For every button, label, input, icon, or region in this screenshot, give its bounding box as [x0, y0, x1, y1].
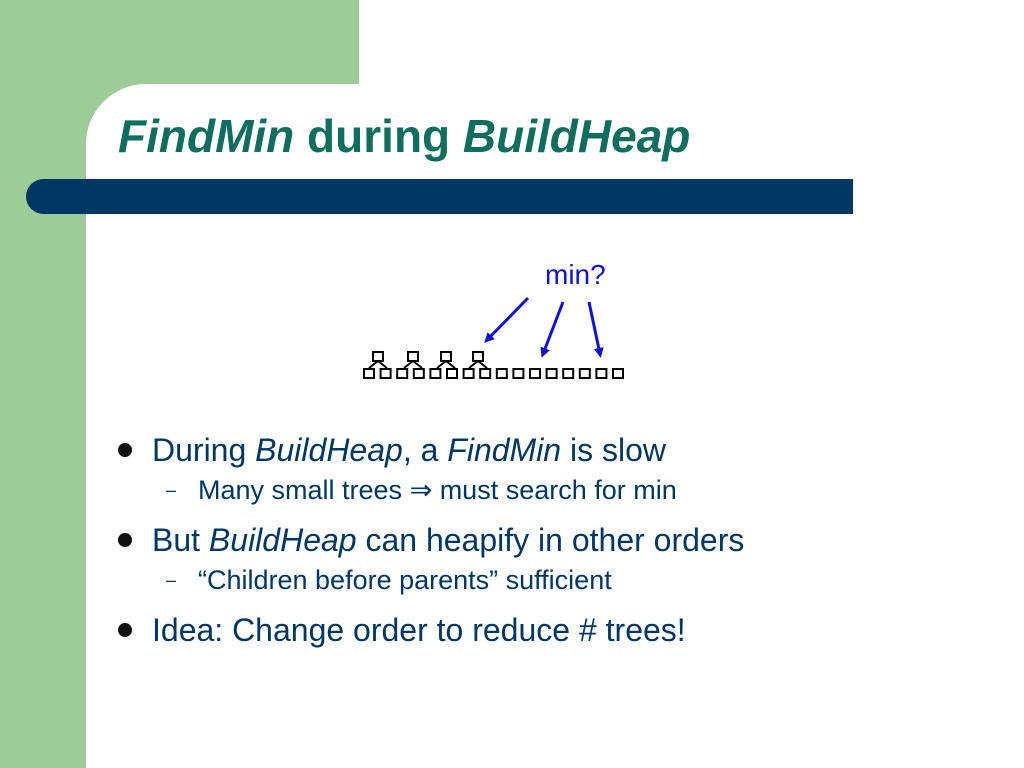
sub-bullet-1-text-2: must search for min	[432, 475, 677, 505]
implies-arrow: ⇒	[409, 475, 433, 505]
sub-bullet-2	[110, 562, 990, 598]
sub-bullet-1-text: Many small trees	[198, 475, 410, 505]
title-findmin: FindMin	[118, 110, 295, 162]
title-during: during	[294, 110, 463, 162]
bullet-1-text-2: , a	[402, 432, 448, 468]
bullet-list	[110, 428, 990, 652]
bullet-1-findmin: FindMin	[447, 432, 562, 468]
bullet-2-buildheap: BuildHeap	[208, 522, 357, 558]
bullet-dot	[118, 443, 132, 457]
bullet-3-text: Idea: Change order to reduce # trees!	[152, 612, 686, 648]
bullet-2	[110, 518, 990, 562]
sub-bullet-2-text: “Children before parents” sufficient	[198, 565, 612, 595]
bullet-1	[110, 428, 990, 472]
title-buildheap: BuildHeap	[462, 110, 691, 162]
title-underline-bar	[26, 179, 853, 214]
slide-title	[118, 106, 690, 166]
bullet-2-text-2: can heapify in other orders	[356, 522, 745, 558]
sub-bullet-1	[110, 472, 990, 508]
sub-bullet-marker: –	[166, 570, 177, 590]
bullet-1-text-3: is slow	[561, 432, 666, 468]
bullet-dot	[118, 533, 132, 547]
min-annotation: min?	[545, 259, 606, 290]
bullet-dot	[118, 623, 132, 637]
bullet-3	[110, 608, 990, 652]
sub-bullet-marker: –	[166, 480, 177, 500]
bullet-1-buildheap: BuildHeap	[255, 432, 403, 468]
bullet-2-text: But	[152, 522, 209, 558]
bullet-1-text: During	[152, 432, 256, 468]
